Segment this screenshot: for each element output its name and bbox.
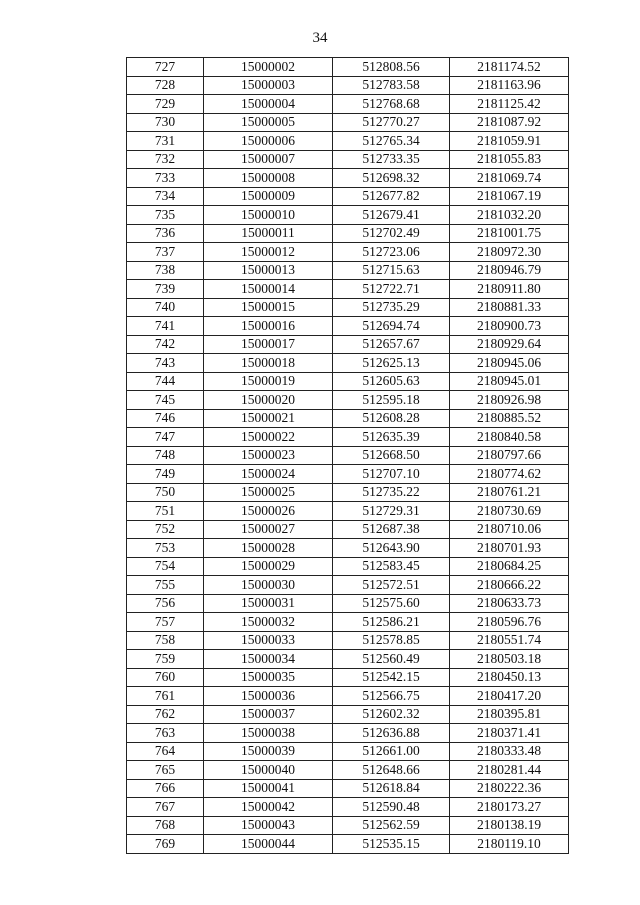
x-coordinate-cell: 512687.38	[333, 520, 450, 539]
y-coordinate-cell: 2180684.25	[450, 557, 569, 576]
y-coordinate-cell: 2180730.69	[450, 502, 569, 521]
x-coordinate-cell: 512729.31	[333, 502, 450, 521]
table-row	[127, 206, 569, 225]
x-coordinate-cell: 512608.28	[333, 409, 450, 428]
point-id-cell: 15000002	[204, 58, 333, 77]
x-coordinate-cell: 512668.50	[333, 446, 450, 465]
y-coordinate-cell: 2180138.19	[450, 816, 569, 835]
row-index-cell: 753	[127, 539, 204, 558]
table-body	[127, 58, 569, 854]
point-id-cell: 15000004	[204, 95, 333, 114]
table-row	[127, 446, 569, 465]
y-coordinate-cell: 2180885.52	[450, 409, 569, 428]
point-id-cell: 15000005	[204, 113, 333, 132]
y-coordinate-cell: 2180222.36	[450, 779, 569, 798]
point-id-cell: 15000011	[204, 224, 333, 243]
table-row	[127, 280, 569, 299]
table-row	[127, 409, 569, 428]
row-index-cell: 747	[127, 428, 204, 447]
table-row	[127, 132, 569, 151]
x-coordinate-cell: 512635.39	[333, 428, 450, 447]
y-coordinate-cell: 2181069.74	[450, 169, 569, 188]
row-index-cell: 729	[127, 95, 204, 114]
table-row	[127, 354, 569, 373]
table-row	[127, 243, 569, 262]
x-coordinate-cell: 512808.56	[333, 58, 450, 77]
row-index-cell: 735	[127, 206, 204, 225]
point-id-cell: 15000025	[204, 483, 333, 502]
x-coordinate-cell: 512560.49	[333, 650, 450, 669]
row-index-cell: 731	[127, 132, 204, 151]
y-coordinate-cell: 2180945.01	[450, 372, 569, 391]
row-index-cell: 764	[127, 742, 204, 761]
y-coordinate-cell: 2180633.73	[450, 594, 569, 613]
y-coordinate-cell: 2180945.06	[450, 354, 569, 373]
table-row	[127, 428, 569, 447]
y-coordinate-cell: 2180119.10	[450, 835, 569, 854]
point-id-cell: 15000031	[204, 594, 333, 613]
point-id-cell: 15000036	[204, 687, 333, 706]
y-coordinate-cell: 2180710.06	[450, 520, 569, 539]
y-coordinate-cell: 2180797.66	[450, 446, 569, 465]
point-id-cell: 15000029	[204, 557, 333, 576]
point-id-cell: 15000044	[204, 835, 333, 854]
x-coordinate-cell: 512566.75	[333, 687, 450, 706]
row-index-cell: 769	[127, 835, 204, 854]
y-coordinate-cell: 2181163.96	[450, 76, 569, 95]
table-row	[127, 613, 569, 632]
table-row	[127, 150, 569, 169]
x-coordinate-cell: 512572.51	[333, 576, 450, 595]
y-coordinate-cell: 2180881.33	[450, 298, 569, 317]
x-coordinate-cell: 512648.66	[333, 761, 450, 780]
y-coordinate-cell: 2180551.74	[450, 631, 569, 650]
y-coordinate-cell: 2180596.76	[450, 613, 569, 632]
y-coordinate-cell: 2181125.42	[450, 95, 569, 114]
point-id-cell: 15000022	[204, 428, 333, 447]
point-id-cell: 15000018	[204, 354, 333, 373]
point-id-cell: 15000039	[204, 742, 333, 761]
table-row	[127, 224, 569, 243]
point-id-cell: 15000028	[204, 539, 333, 558]
point-id-cell: 15000014	[204, 280, 333, 299]
y-coordinate-cell: 2180395.81	[450, 705, 569, 724]
row-index-cell: 755	[127, 576, 204, 595]
row-index-cell: 768	[127, 816, 204, 835]
row-index-cell: 748	[127, 446, 204, 465]
row-index-cell: 734	[127, 187, 204, 206]
table-row	[127, 539, 569, 558]
point-id-cell: 15000010	[204, 206, 333, 225]
x-coordinate-cell: 512707.10	[333, 465, 450, 484]
table-row	[127, 187, 569, 206]
row-index-cell: 727	[127, 58, 204, 77]
point-id-cell: 15000015	[204, 298, 333, 317]
y-coordinate-cell: 2181001.75	[450, 224, 569, 243]
x-coordinate-cell: 512605.63	[333, 372, 450, 391]
x-coordinate-cell: 512618.84	[333, 779, 450, 798]
x-coordinate-cell: 512661.00	[333, 742, 450, 761]
x-coordinate-cell: 512765.34	[333, 132, 450, 151]
y-coordinate-cell: 2180929.64	[450, 335, 569, 354]
row-index-cell: 737	[127, 243, 204, 262]
point-id-cell: 15000007	[204, 150, 333, 169]
x-coordinate-cell: 512562.59	[333, 816, 450, 835]
x-coordinate-cell: 512602.32	[333, 705, 450, 724]
table-row	[127, 335, 569, 354]
y-coordinate-cell: 2180417.20	[450, 687, 569, 706]
point-id-cell: 15000009	[204, 187, 333, 206]
table-row	[127, 372, 569, 391]
row-index-cell: 765	[127, 761, 204, 780]
row-index-cell: 767	[127, 798, 204, 817]
row-index-cell: 733	[127, 169, 204, 188]
x-coordinate-cell: 512595.18	[333, 391, 450, 410]
x-coordinate-cell: 512783.58	[333, 76, 450, 95]
row-index-cell: 746	[127, 409, 204, 428]
x-coordinate-cell: 512542.15	[333, 668, 450, 687]
y-coordinate-cell: 2181059.91	[450, 132, 569, 151]
y-coordinate-cell: 2180911.80	[450, 280, 569, 299]
point-id-cell: 15000017	[204, 335, 333, 354]
table-row	[127, 95, 569, 114]
table-row	[127, 298, 569, 317]
x-coordinate-cell: 512535.15	[333, 835, 450, 854]
row-index-cell: 751	[127, 502, 204, 521]
row-index-cell: 762	[127, 705, 204, 724]
table-row	[127, 816, 569, 835]
point-id-cell: 15000020	[204, 391, 333, 410]
row-index-cell: 742	[127, 335, 204, 354]
table-row	[127, 650, 569, 669]
row-index-cell: 761	[127, 687, 204, 706]
x-coordinate-cell: 512733.35	[333, 150, 450, 169]
y-coordinate-cell: 2181067.19	[450, 187, 569, 206]
table-row	[127, 502, 569, 521]
point-id-cell: 15000006	[204, 132, 333, 151]
table-row	[127, 169, 569, 188]
point-id-cell: 15000021	[204, 409, 333, 428]
point-id-cell: 15000024	[204, 465, 333, 484]
y-coordinate-cell: 2180333.48	[450, 742, 569, 761]
point-id-cell: 15000034	[204, 650, 333, 669]
y-coordinate-cell: 2180972.30	[450, 243, 569, 262]
point-id-cell: 15000019	[204, 372, 333, 391]
x-coordinate-cell: 512583.45	[333, 557, 450, 576]
row-index-cell: 728	[127, 76, 204, 95]
row-index-cell: 741	[127, 317, 204, 336]
row-index-cell: 730	[127, 113, 204, 132]
table-row	[127, 742, 569, 761]
y-coordinate-cell: 2181055.83	[450, 150, 569, 169]
x-coordinate-cell: 512768.68	[333, 95, 450, 114]
table-row	[127, 724, 569, 743]
x-coordinate-cell: 512702.49	[333, 224, 450, 243]
x-coordinate-cell: 512722.71	[333, 280, 450, 299]
table-row	[127, 557, 569, 576]
table-row	[127, 687, 569, 706]
table-row	[127, 113, 569, 132]
x-coordinate-cell: 512636.88	[333, 724, 450, 743]
row-index-cell: 739	[127, 280, 204, 299]
point-id-cell: 15000026	[204, 502, 333, 521]
y-coordinate-cell: 2180371.41	[450, 724, 569, 743]
point-id-cell: 15000040	[204, 761, 333, 780]
table-row	[127, 835, 569, 854]
page-number: 34	[312, 30, 328, 46]
row-index-cell: 757	[127, 613, 204, 632]
row-index-cell: 743	[127, 354, 204, 373]
y-coordinate-cell: 2180761.21	[450, 483, 569, 502]
row-index-cell: 740	[127, 298, 204, 317]
row-index-cell: 744	[127, 372, 204, 391]
x-coordinate-cell: 512735.22	[333, 483, 450, 502]
table-row	[127, 779, 569, 798]
point-id-cell: 15000041	[204, 779, 333, 798]
x-coordinate-cell: 512715.63	[333, 261, 450, 280]
row-index-cell: 754	[127, 557, 204, 576]
table-row	[127, 465, 569, 484]
table-row	[127, 261, 569, 280]
y-coordinate-cell: 2180926.98	[450, 391, 569, 410]
x-coordinate-cell: 512643.90	[333, 539, 450, 558]
row-index-cell: 736	[127, 224, 204, 243]
point-id-cell: 15000030	[204, 576, 333, 595]
row-index-cell: 749	[127, 465, 204, 484]
x-coordinate-cell: 512586.21	[333, 613, 450, 632]
x-coordinate-cell: 512578.85	[333, 631, 450, 650]
x-coordinate-cell: 512677.82	[333, 187, 450, 206]
point-id-cell: 15000038	[204, 724, 333, 743]
point-id-cell: 15000008	[204, 169, 333, 188]
point-id-cell: 15000043	[204, 816, 333, 835]
row-index-cell: 763	[127, 724, 204, 743]
y-coordinate-cell: 2181174.52	[450, 58, 569, 77]
x-coordinate-cell: 512694.74	[333, 317, 450, 336]
y-coordinate-cell: 2180503.18	[450, 650, 569, 669]
point-id-cell: 15000023	[204, 446, 333, 465]
x-coordinate-cell: 512698.32	[333, 169, 450, 188]
table-row	[127, 520, 569, 539]
x-coordinate-cell: 512657.67	[333, 335, 450, 354]
table-row	[127, 391, 569, 410]
table-row	[127, 576, 569, 595]
table-row	[127, 317, 569, 336]
point-id-cell: 15000013	[204, 261, 333, 280]
table-row	[127, 668, 569, 687]
x-coordinate-cell: 512735.29	[333, 298, 450, 317]
x-coordinate-cell: 512625.13	[333, 354, 450, 373]
point-id-cell: 15000035	[204, 668, 333, 687]
point-id-cell: 15000037	[204, 705, 333, 724]
y-coordinate-cell: 2180173.27	[450, 798, 569, 817]
table-row	[127, 798, 569, 817]
y-coordinate-cell: 2180946.79	[450, 261, 569, 280]
table-row	[127, 705, 569, 724]
row-index-cell: 760	[127, 668, 204, 687]
row-index-cell: 732	[127, 150, 204, 169]
x-coordinate-cell: 512590.48	[333, 798, 450, 817]
y-coordinate-cell: 2180900.73	[450, 317, 569, 336]
point-id-cell: 15000003	[204, 76, 333, 95]
y-coordinate-cell: 2181087.92	[450, 113, 569, 132]
point-id-cell: 15000032	[204, 613, 333, 632]
table-row	[127, 594, 569, 613]
point-id-cell: 15000016	[204, 317, 333, 336]
point-id-cell: 15000033	[204, 631, 333, 650]
table-row	[127, 58, 569, 77]
table-row	[127, 483, 569, 502]
row-index-cell: 758	[127, 631, 204, 650]
x-coordinate-cell: 512770.27	[333, 113, 450, 132]
row-index-cell: 759	[127, 650, 204, 669]
y-coordinate-cell: 2180281.44	[450, 761, 569, 780]
table-row	[127, 76, 569, 95]
y-coordinate-cell: 2180701.93	[450, 539, 569, 558]
x-coordinate-cell: 512679.41	[333, 206, 450, 225]
row-index-cell: 766	[127, 779, 204, 798]
y-coordinate-cell: 2180450.13	[450, 668, 569, 687]
y-coordinate-cell: 2181032.20	[450, 206, 569, 225]
row-index-cell: 738	[127, 261, 204, 280]
y-coordinate-cell: 2180666.22	[450, 576, 569, 595]
coordinates-table	[126, 57, 569, 854]
point-id-cell: 15000027	[204, 520, 333, 539]
row-index-cell: 745	[127, 391, 204, 410]
y-coordinate-cell: 2180774.62	[450, 465, 569, 484]
x-coordinate-cell: 512723.06	[333, 243, 450, 262]
point-id-cell: 15000042	[204, 798, 333, 817]
x-coordinate-cell: 512575.60	[333, 594, 450, 613]
point-id-cell: 15000012	[204, 243, 333, 262]
table-row	[127, 761, 569, 780]
row-index-cell: 752	[127, 520, 204, 539]
y-coordinate-cell: 2180840.58	[450, 428, 569, 447]
row-index-cell: 756	[127, 594, 204, 613]
row-index-cell: 750	[127, 483, 204, 502]
table-row	[127, 631, 569, 650]
